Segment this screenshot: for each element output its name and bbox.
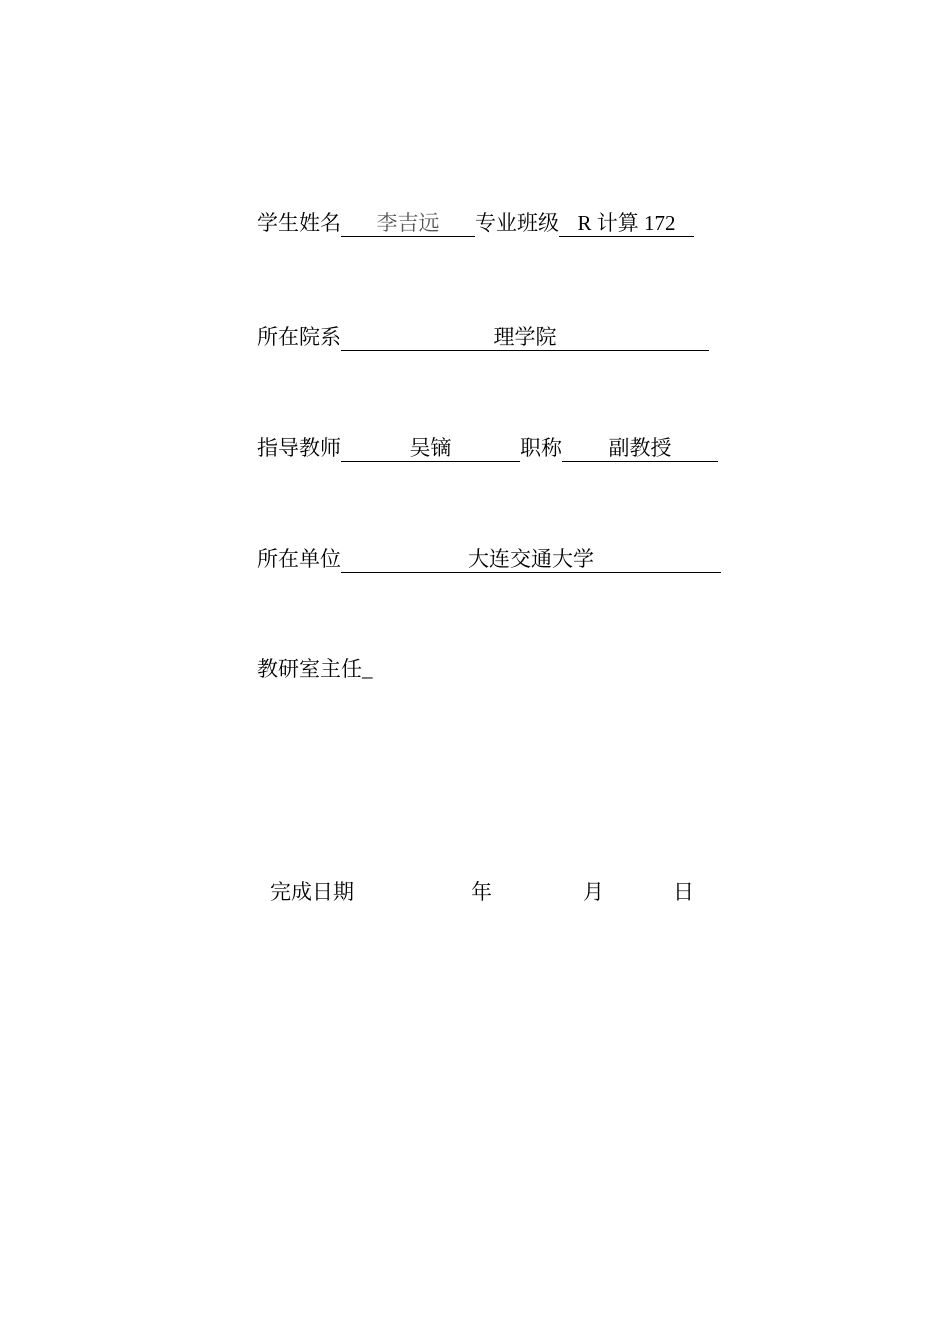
unit-value: 大连交通大学 [341,547,721,573]
student-name-label: 学生姓名 [257,211,341,235]
academic-title-label: 职称 [520,436,562,460]
class-value: R 计算 172 [559,211,694,237]
month-label: 月 [583,880,604,904]
department-value: 理学院 [341,325,709,351]
year-label: 年 [471,880,492,904]
student-info-row [257,209,694,237]
director-label: 教研室主任_ [257,657,373,681]
unit-row [257,545,721,573]
unit-label: 所在单位 [257,547,341,571]
director-row [257,655,373,683]
advisor-row [257,434,718,462]
academic-title-value: 副教授 [562,436,718,462]
class-label: 专业班级 [475,211,559,235]
day-label: 日 [673,880,694,904]
student-name-value: 李吉远 [341,211,475,237]
department-label: 所在院系 [257,325,341,349]
advisor-value: 吴镝 [341,436,520,462]
advisor-label: 指导教师 [257,436,341,460]
completion-date-label: 完成日期 [270,880,354,904]
department-row [257,323,709,351]
